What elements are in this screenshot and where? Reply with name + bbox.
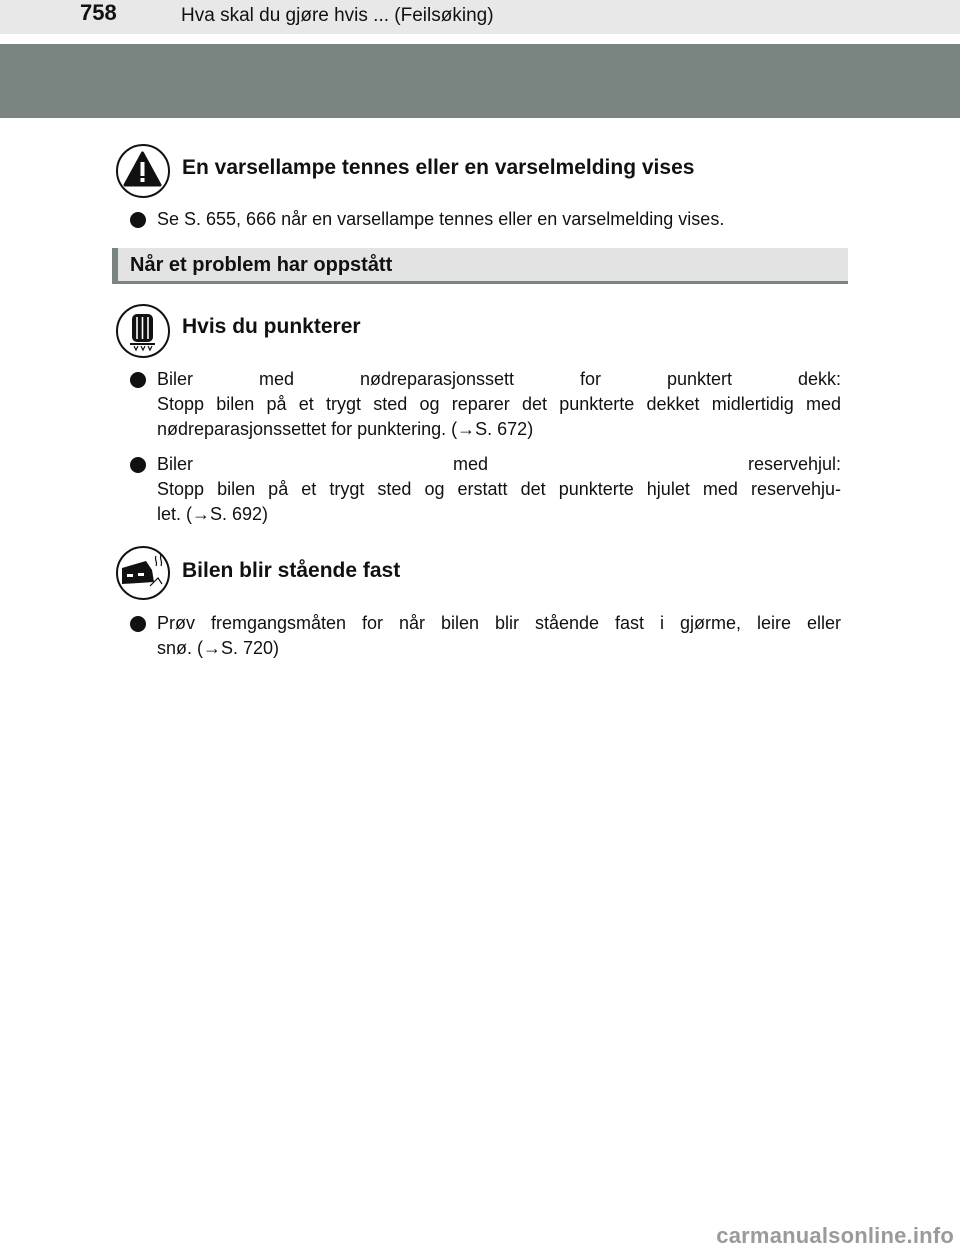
bullet-dot	[130, 212, 146, 228]
watermark: carmanualsonline.info	[716, 1223, 954, 1248]
running-title: Hva skal du gjøre hvis ... (Feilsøking)	[181, 5, 494, 26]
section-accent	[112, 248, 118, 281]
stuck-heading: Bilen blir stående fast	[182, 559, 401, 582]
page-number: 758	[80, 0, 117, 25]
warning-heading: En varsellampe tennes eller en varselmelding vises	[182, 156, 695, 179]
section-heading: Når et problem har oppstått	[130, 254, 393, 276]
bullet-dot	[130, 616, 146, 632]
bullet-dot	[130, 457, 146, 473]
header-band	[0, 44, 960, 118]
puncture-heading: Hvis du punkterer	[182, 315, 361, 338]
bullet-dot	[130, 372, 146, 388]
section-heading-bar	[112, 248, 848, 284]
puncture-paragraph-1: Biler med nødreparasjonssett for punktert dekk: Stopp bilen på et trygt sted og reparer det punkterte dekket midlertidig med nødreparasjonssettet for punktering. (→S. 672)	[157, 369, 841, 439]
warning-triangle-icon	[116, 144, 170, 198]
puncture-paragraph-2: Biler med reservehjul: Stopp bilen på et trygt sted og erstatt det punkterte hjulet med reservehju- let. (→S. 692)	[157, 454, 841, 524]
stuck-car-icon	[116, 546, 170, 600]
stuck-paragraph: Prøv fremgangsmåten for når bilen blir stående fast i gjørme, leire eller snø. (→S. 720)	[157, 613, 841, 658]
warning-paragraph: Se S. 655, 666 når en varsellampe tennes eller en varselmelding vises.	[157, 209, 725, 229]
tire-icon	[116, 304, 170, 358]
